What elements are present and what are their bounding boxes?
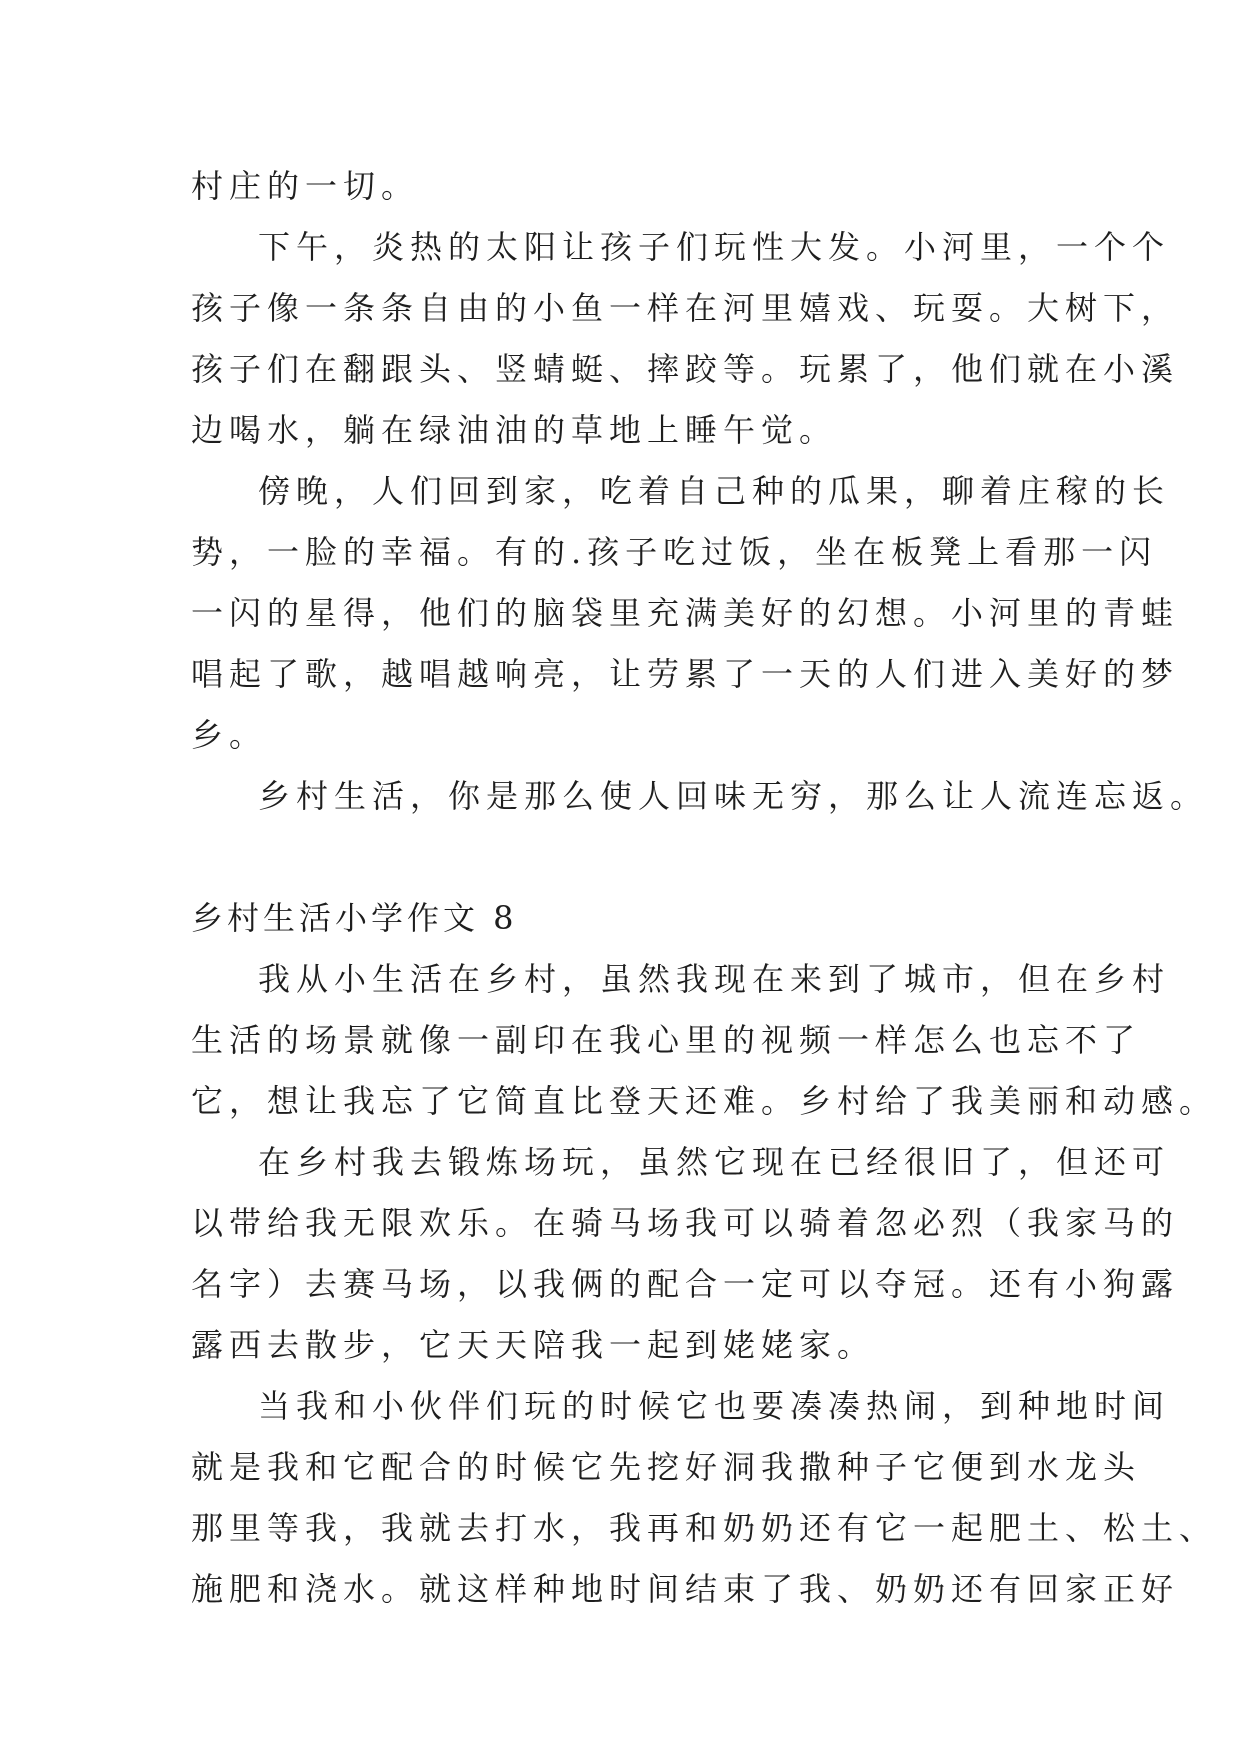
text-line: 孩子像一条条自由的小鱼一样在河里嬉戏、玩耍。大树下， [191, 289, 1180, 327]
text-line: 乡。 [191, 716, 268, 754]
text-line: 施肥和浇水。就这样种地时间结束了我、奶奶还有回家正好 [191, 1570, 1180, 1608]
paragraph-start-line: 当我和小伙伴们玩的时候它也要凑凑热闹，到种地时间 [258, 1387, 1171, 1425]
text-line: 唱起了歌，越唱越响亮，让劳累了一天的人们进入美好的梦 [191, 655, 1180, 693]
text-line: 露西去散步，它天天陪我一起到姥姥家。 [191, 1326, 876, 1364]
text-line: 生活的场景就像一副印在我心里的视频一样怎么也忘不了 [191, 1021, 1142, 1059]
text-line: 就是我和它配合的时候它先挖好洞我撒种子它便到水龙头 [191, 1448, 1142, 1486]
text-line: 村庄的一切。 [191, 167, 420, 205]
text-line: 一闪的星得，他们的脑袋里充满美好的幻想。小河里的青蛙 [191, 594, 1180, 632]
text-line: 那里等我，我就去打水，我再和奶奶还有它一起肥土、松土、 [191, 1509, 1218, 1547]
text-line: 边喝水，躺在绿油油的草地上睡午觉。 [191, 411, 838, 449]
paragraph-start-line: 在乡村我去锻炼场玩，虽然它现在已经很旧了，但还可 [258, 1143, 1171, 1181]
paragraph-start-line: 乡村生活，你是那么使人回味无穷，那么让人流连忘返。 [258, 777, 1209, 815]
text-line: 孩子们在翻跟头、竖蜻蜓、摔跤等。玩累了，他们就在小溪 [191, 350, 1180, 388]
section-spacer [191, 827, 1071, 888]
text-line: 势，一脸的幸福。有的.孩子吃过饭，坐在板凳上看那一闪 [191, 533, 1158, 571]
paragraph-start-line: 傍晚，人们回到家，吃着自己种的瓜果，聊着庄稼的长 [258, 472, 1171, 510]
paragraph-start-line: 我从小生活在乡村，虽然我现在来到了城市，但在乡村 [258, 960, 1171, 998]
essay-body [191, 156, 1218, 1620]
essay-title: 乡村生活小学作文 8 [191, 899, 518, 937]
text-line: 它，想让我忘了它简直比登天还难。乡村给了我美丽和动感。 [191, 1082, 1218, 1120]
text-line: 以带给我无限欢乐。在骑马场我可以骑着忽必烈（我家马的 [191, 1204, 1180, 1242]
paragraph-start-line: 下午，炎热的太阳让孩子们玩性大发。小河里，一个个 [258, 228, 1171, 266]
text-line: 名字）去赛马场，以我俩的配合一定可以夺冠。还有小狗露 [191, 1265, 1180, 1303]
